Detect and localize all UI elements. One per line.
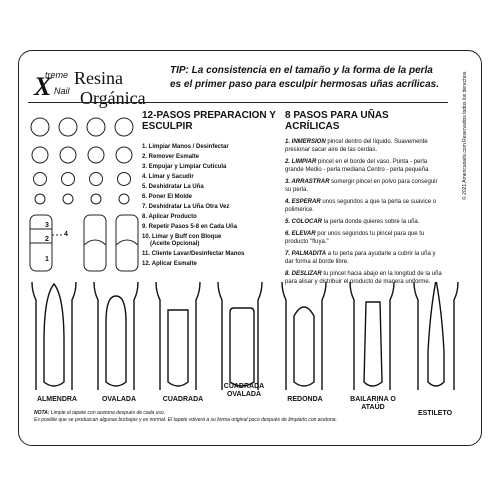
step-12-item: 9. Repetir Pasos 5-8 en Cada Uña (142, 224, 238, 230)
step-8-text: tu pincel hacia abajo en la longitud de la uña para alisar y distribuir el producto de manera uniforme. (285, 271, 442, 285)
nail-shapes (28, 282, 468, 397)
steps-12-section (142, 110, 284, 269)
brand-logo (30, 66, 160, 114)
steps-12-title: 12-PASOS PREPARACION Y ESCULPIR (142, 110, 276, 132)
step-8-key: 6. ELEVAR (285, 231, 316, 237)
step-8-item (285, 218, 445, 226)
step-8-item (285, 138, 445, 154)
nail-label-almendra: ALMENDRA (36, 396, 78, 403)
step-12-item: 5. Deshidratar La Uña (142, 184, 204, 190)
steps-8-title: 8 PASOS PARA UÑAS ACRÍLICAS (285, 110, 389, 132)
note-lead: NOTA: (34, 410, 50, 416)
step-8-key: 2. LIMPIAR (285, 159, 317, 165)
note-line-1: Limpie el tapete con acetona después de cada uso. (49, 410, 166, 416)
step-8-item (285, 198, 445, 214)
step-12-item: 2. Remover Esmalte (142, 154, 200, 160)
nail-label-cuadrada-ovalada: CUADRADA OVALADA (223, 383, 265, 398)
logo-treme: treme (45, 70, 69, 80)
zone-label-1: 1 (45, 256, 49, 263)
copyright-text: © 2021 Americanails.com Reservados todos los derechos. (462, 70, 468, 200)
step-8-key: 4. ESPERAR (285, 199, 321, 205)
step-8-text: la perla donde quieres sobre la uña. (322, 219, 420, 225)
step-8-key: 8. DESLIZAR (285, 271, 322, 277)
logo-organica: Orgánica (80, 88, 146, 108)
nail-almendra (32, 282, 36, 390)
steps-12-list (142, 142, 284, 269)
divider (28, 102, 448, 103)
step-8-text: por unos segundos tu pincel para que tu producto "fluya." (285, 231, 425, 245)
step-12-item: 12. Aplicar Esmalte (142, 261, 197, 267)
step-12-subitem: (Aceite Opcional) (150, 241, 200, 247)
step-8-item (285, 158, 445, 174)
nail-label-redonda: REDONDA (287, 396, 323, 403)
step-8-text: a tu perla para ayudarle a cubrir la uña y dar forma al borde libre. (285, 251, 436, 265)
step-8-key: 5. COLOCAR (285, 219, 323, 225)
zone-label-3: 3 (45, 222, 49, 229)
zone-label-4: 4 (64, 231, 68, 238)
step-12-item: 6. Poner El Molde (142, 194, 193, 200)
step-8-item (285, 230, 445, 246)
nail-label-ovalada: OVALADA (101, 396, 137, 403)
step-8-item (285, 178, 445, 194)
step-8-text: unos segundos a que la perla se suavice o polimerice. (285, 199, 437, 213)
step-12-item: 8. Aplicar Producto (142, 214, 197, 220)
step-12-item: 11. Cliente Lavar/Desinfectar Manos (142, 251, 245, 257)
zone-label-2: 2 (45, 236, 49, 243)
step-8-text: sumergir pincel en polvo para conseguir su perla. (285, 179, 438, 193)
steps-8-section (285, 110, 445, 290)
step-12-item: 7. Deshidratar La Uña Otra Vez (142, 204, 230, 210)
nail-label-cuadrada: CUADRADA (162, 396, 204, 403)
step-12-item: 1. Limpiar Manos / Desinfectar (142, 144, 229, 150)
logo-resina: Resina (74, 68, 123, 88)
logo-x: X (34, 72, 52, 101)
tip-text: TIP: La consistencia en el tamaño y la forma de la perla es el primer paso para esculpir hermosas uñas acrílicas. (170, 65, 440, 90)
step-12-item: 3. Empujar y Limpiar Cutícula (142, 164, 227, 170)
step-12-item: 10. Limar y Buff con Bloque (142, 234, 222, 240)
step-8-key: 3. ARRASTRAR (285, 179, 330, 185)
step-12-item: 4. Limar y Sacudir (142, 174, 194, 180)
step-8-key: 7. PALMADITA (285, 251, 327, 257)
step-8-text: pincel dentro del líquido. Suavemente presionar sacar aire de las cerdas. (285, 139, 428, 153)
step-8-item (285, 250, 445, 266)
logo-nail: Nail (54, 86, 70, 96)
note-line-2: Es posible que se produzcan algunas burbujas y es normal. El tapete volverá a su forma original poco después de limpiarlo con acetona. (34, 417, 337, 423)
step-8-key: 1. INMERSION (285, 139, 326, 145)
step-8-text: pincel en el borde del vaso. Punta - perla grande Medio - perla mediana Centro - perla pequeña (285, 159, 429, 173)
nail-label-estileto: ESTILETO (417, 410, 453, 417)
care-note (34, 410, 444, 424)
nail-label-bailarina: BAILARINA O ATAÚD (350, 396, 396, 411)
